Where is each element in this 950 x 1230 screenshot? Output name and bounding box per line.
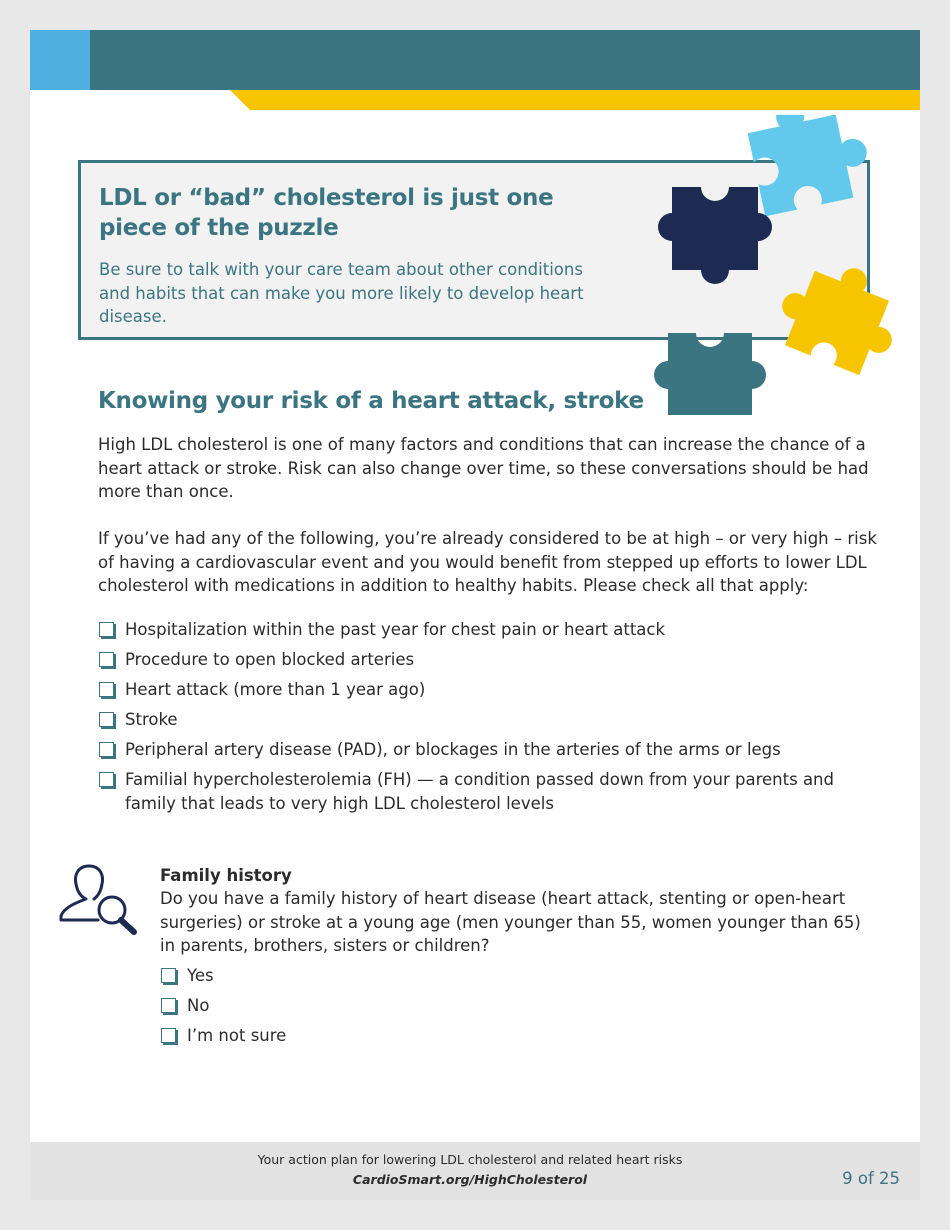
- puzzle-piece-yellow-icon: [768, 247, 905, 381]
- checklist-item: [98, 768, 888, 815]
- page-footer: [30, 1142, 920, 1200]
- checklist-item-label: Hospitalization within the past year for chest pain or heart attack: [125, 620, 666, 639]
- checkbox[interactable]: [99, 742, 114, 757]
- checklist-item: [98, 648, 888, 672]
- puzzle-piece-teal-icon: [654, 333, 766, 415]
- puzzle-pieces-illustration: [605, 115, 905, 415]
- risk-checklist: [98, 618, 888, 822]
- checkbox[interactable]: [99, 772, 114, 787]
- header-blue-block: [30, 30, 90, 90]
- callout-text: Be sure to talk with your care team about other conditions and habits that can make you more likely to develop heart disease.: [99, 260, 584, 326]
- checkbox[interactable]: [99, 682, 114, 697]
- header-yellow-stripe: [230, 90, 920, 110]
- checkbox[interactable]: [99, 712, 114, 727]
- risk-section-heading: Knowing your risk of a heart attack, stroke: [98, 388, 644, 414]
- option-item: [160, 964, 286, 988]
- footer-url[interactable]: CardioSmart.org/HighCholesterol: [352, 1172, 588, 1187]
- puzzle-piece-sky-icon: [743, 115, 875, 216]
- checklist-item-label: Stroke: [125, 710, 178, 729]
- risk-paragraph-1: High LDL cholesterol is one of many factors and conditions that can increase the chance of a heart attack or stroke. Risk can also change over time, so these conversations should be had more than once.: [98, 435, 869, 501]
- option-label: I’m not sure: [187, 1026, 287, 1045]
- document-page: [30, 30, 920, 1200]
- checklist-item: [98, 618, 888, 642]
- person-search-icon: [56, 858, 146, 938]
- page-number: 9 of 25: [842, 1169, 900, 1188]
- option-label: No: [187, 996, 210, 1015]
- option-item: [160, 994, 286, 1018]
- checkbox[interactable]: [99, 622, 114, 637]
- puzzle-piece-navy-icon: [658, 187, 772, 284]
- checklist-item-label: Procedure to open blocked arteries: [125, 650, 415, 669]
- footer-tagline: Your action plan for lowering LDL cholesterol and related heart risks: [257, 1152, 683, 1167]
- family-history-options: [160, 964, 286, 1054]
- family-history-question: Do you have a family history of heart disease (heart attack, stenting or open-heart surgeries) or stroke at a young age (men younger than 55, women younger than 65) in parents, brothers, sisters or children?: [160, 889, 861, 955]
- checklist-item: [98, 738, 888, 762]
- checklist-item-label: Peripheral artery disease (PAD), or blockages in the arteries of the arms or legs: [125, 740, 781, 759]
- option-item: [160, 1024, 286, 1048]
- checklist-item-label: Familial hypercholesterolemia (FH) — a condition passed down from your parents and family that leads to very high LDL cholesterol levels: [125, 770, 834, 813]
- checkbox[interactable]: [161, 968, 176, 983]
- checkbox[interactable]: [161, 998, 176, 1013]
- header-teal-band: [90, 30, 920, 90]
- checklist-item: [98, 678, 888, 702]
- checkbox[interactable]: [161, 1028, 176, 1043]
- option-label: Yes: [187, 966, 214, 985]
- checklist-item-label: Heart attack (more than 1 year ago): [125, 680, 426, 699]
- checkbox[interactable]: [99, 652, 114, 667]
- checklist-item: [98, 708, 888, 732]
- risk-paragraph-2: If you’ve had any of the following, you’re already considered to be at high – or very high – risk of having a cardiovascular event and you would benefit from stepped up efforts to lower LDL cholesterol with medications in addition to healthy habits. Please check all that apply:: [98, 529, 877, 595]
- family-history-title: Family history: [160, 866, 292, 885]
- callout-title: LDL or “bad” cholesterol is just one piece of the puzzle: [99, 185, 554, 241]
